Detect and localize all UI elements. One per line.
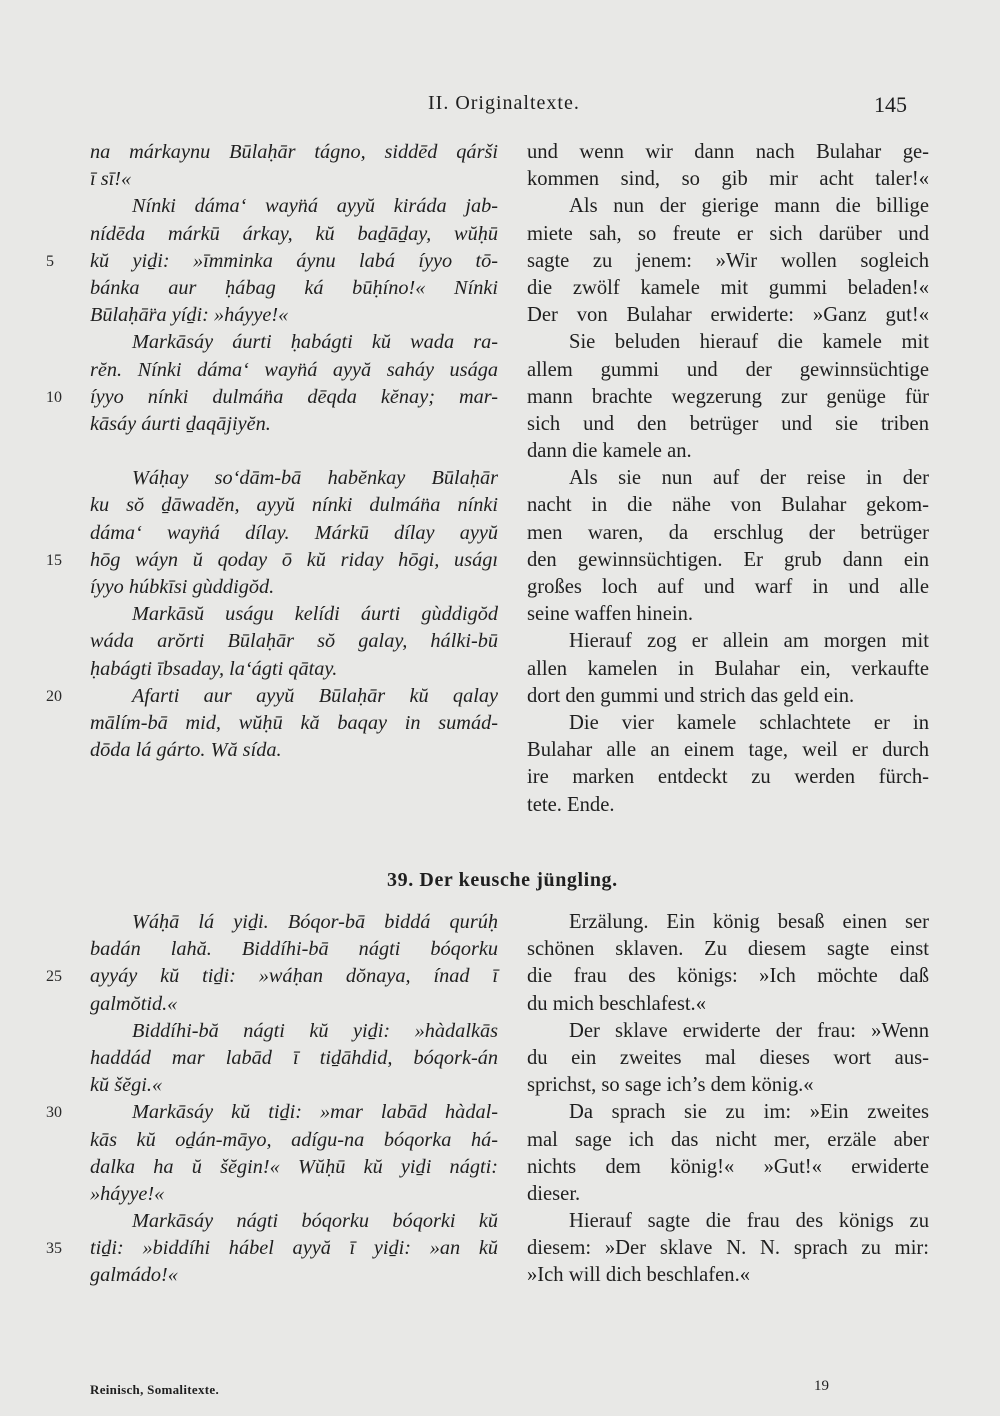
text-line	[90, 1045, 498, 1072]
text-line	[90, 166, 498, 193]
text-line	[527, 248, 929, 275]
line-text: allem gummi und der gewinnsüchtige	[527, 358, 929, 381]
section-heading: 39. Der keusche jüngling.	[387, 869, 618, 891]
text-line	[527, 221, 929, 248]
line-text: du ein zweites mal dieses wort aus-	[527, 1046, 929, 1069]
line-text: wáda arŏrti Būlaḥār sŏ galay, hálki-bū	[90, 630, 498, 653]
line-text: Afarti aur ayyŭ Būlaḥār kŭ qalay	[132, 684, 498, 707]
line-text: ire marken entdeckt zu werden fürch-	[527, 766, 929, 789]
text-line	[90, 411, 498, 438]
line-text: mal sage ich das nicht mer, erzäle aber	[527, 1128, 929, 1151]
line-text: und wenn wir dann nach Bulahar ge-	[527, 141, 929, 163]
text-line	[90, 1018, 498, 1045]
text-line	[90, 710, 498, 737]
text-line	[90, 1208, 498, 1235]
line-number: 5	[46, 252, 54, 270]
line-text: schönen sklaven. Zu diesem sagte einst	[527, 938, 929, 961]
line-text: Hierauf sagte die frau des königs zu	[569, 1210, 929, 1233]
text-line	[90, 275, 498, 302]
line-text: Markāsáy áurti ḥabágti kŭ wada ra-	[132, 331, 498, 354]
line-text: Der sklave erwiderte der frau: »Wenn	[569, 1019, 929, 1042]
line-text: Markāsáy kŭ tiḏi: »mar labād hàdal-	[132, 1101, 498, 1124]
line-text: »Ich will dich beschlafen.«	[527, 1264, 751, 1287]
line-text: Als sie nun auf der reise in der	[569, 467, 929, 490]
text-line	[527, 710, 929, 737]
german-translation-column	[527, 139, 929, 819]
line-text: du mich beschlafest.«	[527, 992, 706, 1015]
text-line	[527, 1208, 929, 1235]
text-line	[527, 1072, 929, 1099]
text-line	[46, 683, 498, 710]
text-line	[527, 302, 929, 329]
line-text: dann die kamele an.	[527, 440, 692, 463]
text-line	[90, 656, 498, 683]
line-text: miete sah, so freute er sich darüber und	[527, 222, 929, 245]
text-line	[90, 1154, 498, 1181]
line-text: Als nun der gierige mann die billige	[569, 195, 929, 218]
text-line	[90, 329, 498, 356]
text-line	[90, 737, 498, 764]
text-line	[527, 1181, 929, 1208]
text-line	[90, 465, 498, 492]
line-text: ayyáy kŭ tiḏi: »wáḥan dŏnaya, ínad ī	[90, 965, 498, 988]
line-text: tete. Ende.	[527, 793, 615, 816]
text-line	[527, 166, 929, 193]
text-line	[527, 683, 929, 710]
line-text: Markāsŭ uságu kelídi áurti gùddigŏd	[132, 603, 498, 626]
line-text: »háyye!«	[90, 1182, 165, 1205]
line-text: dōda lá gárto. Wă sída.	[90, 739, 282, 762]
text-line	[527, 1018, 929, 1045]
line-text: die frau des königs: »Ich möchte daß	[527, 965, 929, 988]
text-line	[90, 1181, 498, 1208]
text-line	[90, 221, 498, 248]
text-line	[527, 1045, 929, 1072]
text-line	[90, 357, 498, 384]
text-line	[527, 193, 929, 220]
text-line	[527, 1099, 929, 1126]
text-line	[527, 547, 929, 574]
text-line	[527, 656, 929, 683]
line-text: mālím-bā mid, wŭḥū kă baqay in sumád-	[90, 711, 498, 734]
text-line	[527, 764, 929, 791]
somali-text-column	[46, 139, 498, 764]
text-line	[90, 302, 498, 329]
line-text: ku sŏ ḏāwadĕn, ayyŭ nínki dulmán̈a nínki	[90, 494, 498, 517]
line-text: íyyo nínki dulmán̈a dēqda kĕnay; mar-	[90, 385, 498, 408]
line-text: nichts dem könig!« »Gut!« erwiderte	[527, 1155, 929, 1178]
line-text: Wáḥay so‘dām-bā habĕnkay Būlaḥār	[132, 467, 498, 490]
line-text: Nínki dáma‘ wayn̈á ayyŭ kiráda jab-	[132, 195, 498, 218]
line-number: 25	[46, 968, 62, 986]
text-line	[527, 574, 929, 601]
text-line	[46, 963, 498, 990]
line-number: 15	[46, 551, 62, 569]
text-line	[90, 628, 498, 655]
line-text: ī sī!«	[90, 168, 132, 191]
text-line	[527, 909, 929, 936]
line-text: kāsáy áurti ḏaqājiyĕn.	[90, 412, 271, 435]
line-number: 35	[46, 1240, 62, 1258]
line-number: 20	[46, 687, 62, 705]
line-text: mann brachte wegzerung zur genüge für	[527, 385, 929, 408]
line-text: seine waffen hinein.	[527, 603, 694, 626]
text-line	[527, 628, 929, 655]
text-line	[527, 963, 929, 990]
text-line	[527, 520, 929, 547]
line-text: dort den gummi und strich das geld ein.	[527, 684, 855, 707]
line-text: den gewinnsüchtigen. Er grub dann ein	[527, 548, 929, 571]
line-text: Erzälung. Ein könig besaß einen ser	[569, 911, 929, 933]
line-text: die zwölf kamele mit gummi beladen!«	[527, 276, 929, 299]
line-text: kommen sind, so gib mir acht taler!«	[527, 168, 929, 191]
text-line	[90, 936, 498, 963]
text-line	[90, 438, 498, 465]
line-number: 30	[46, 1104, 62, 1122]
text-line	[527, 601, 929, 628]
running-header	[0, 92, 1000, 122]
text-line	[527, 357, 929, 384]
text-line	[90, 1262, 498, 1289]
running-title: II. Originaltexte.	[428, 92, 580, 114]
somali-text-column-2	[46, 909, 498, 1290]
line-text: Der von Bulahar erwiderte: »Ganz gut!«	[527, 304, 929, 327]
text-line	[527, 792, 929, 819]
line-text: galmŏtid.«	[90, 992, 178, 1015]
text-line	[527, 1235, 929, 1262]
line-text: sich und den betrüger und sie triben	[527, 412, 929, 435]
line-text: ḥabágti ībsaday, la‘ágti qātay.	[90, 657, 338, 680]
line-text: Da sprach sie zu im: »Ein zweites	[569, 1101, 929, 1124]
text-line	[90, 1072, 498, 1099]
text-line	[527, 465, 929, 492]
line-text: tiḏi: »biddíhi hábel ayyă ī yiḏi: »an kŭ	[90, 1237, 498, 1260]
text-line	[90, 909, 498, 936]
line-text: rĕn. Nínki dáma‘ wayn̈á ayyă saháy usága	[90, 358, 498, 381]
line-text: Sie beluden hierauf die kamele mit	[569, 331, 929, 354]
text-line	[527, 737, 929, 764]
text-line	[90, 1127, 498, 1154]
signature-mark: Reinisch, Somalitexte.	[90, 1382, 220, 1397]
line-text: haddád mar labād ī tiḏāhdid, bóqork-án	[90, 1046, 498, 1069]
line-text: kās kŭ oḏán-māyo, adígu-na bóqorka há-	[90, 1128, 498, 1151]
text-line	[527, 275, 929, 302]
text-line	[527, 384, 929, 411]
line-text: sprichst, so sage ich’s dem könig.«	[527, 1074, 814, 1097]
text-line	[527, 936, 929, 963]
line-text: Die vier kamele schlachtete er in	[569, 711, 929, 734]
text-line	[90, 139, 498, 166]
line-text: dáma‘ wayn̈á dílay. Márkū dílay ayyŭ	[90, 521, 498, 544]
line-text: galmádo!«	[90, 1264, 178, 1287]
text-line	[46, 248, 498, 275]
text-line	[90, 601, 498, 628]
sheet-number: 19	[814, 1378, 829, 1394]
line-number: 10	[46, 388, 62, 406]
text-line	[527, 991, 929, 1018]
text-line	[46, 1235, 498, 1262]
page-number: 145	[874, 92, 907, 117]
text-line	[90, 520, 498, 547]
line-text: kŭ yiḏi: »īmminka áynu labá íyyo tō-	[90, 249, 498, 272]
line-text: sagte zu jenem: »Wir wollen sogleich	[527, 249, 929, 272]
line-text: allen kamelen in Bulahar ein, verkaufte	[527, 657, 929, 680]
text-line	[90, 574, 498, 601]
text-line	[46, 1099, 498, 1126]
text-line	[527, 1127, 929, 1154]
line-text: Būlaḥār̈a yíḏi: »háyye!«	[90, 304, 289, 327]
line-text: kŭ šĕgi.«	[90, 1074, 163, 1097]
text-line	[527, 438, 929, 465]
text-line	[90, 193, 498, 220]
line-text: nídēda márkū árkay, kŭ baḏāḏay, wŭḥū	[90, 222, 498, 245]
line-text: íyyo húbkīsi gùddigŏd.	[90, 576, 275, 598]
line-text: hōg wáyn ŭ qoday ō kŭ riday hōgi, uságı	[90, 548, 498, 571]
line-text: nacht in die nähe von Bulahar gekom-	[527, 494, 929, 517]
line-text: dalka ha ŭ šĕgin!« Wŭḥū kŭ yiḏi nágti:	[90, 1155, 498, 1178]
text-line	[527, 1262, 929, 1289]
text-line	[527, 411, 929, 438]
text-line	[90, 492, 498, 519]
line-text: diesem: »Der sklave N. N. sprach zu mir:	[527, 1237, 929, 1260]
text-line	[46, 384, 498, 411]
line-text: men waren, da erschlug der betrüger	[527, 521, 929, 544]
text-line	[527, 1154, 929, 1181]
line-text: großes loch auf und warf in und alle	[527, 576, 929, 598]
line-text: Hierauf zog er allein am morgen mit	[569, 630, 929, 653]
text-line	[46, 547, 498, 574]
text-line	[90, 991, 498, 1018]
line-text: Markāsáy nágti bóqorku bóqorki kŭ	[132, 1210, 498, 1233]
line-text: Bulahar alle an einem tage, weil er durch	[527, 739, 929, 762]
line-text: Wáḥā lá yiḏi. Bóqor-bā biddá qurúḥ	[132, 911, 498, 933]
line-text: bánka aur ḥábag ká būḥíno!« Nínki	[90, 276, 498, 299]
line-text: badán lahă. Biddíhi-bā nágti bóqorku	[90, 938, 498, 961]
line-text: na márkaynu Būlaḥār tágno, siddēd qárši	[90, 141, 498, 163]
line-text: dieser.	[527, 1182, 581, 1205]
text-line	[527, 329, 929, 356]
german-translation-column-2	[527, 909, 929, 1290]
text-line	[527, 139, 929, 166]
line-text: Biddíhi-bă nágti kŭ yiḏi: »hàdalkās	[132, 1019, 498, 1042]
text-line	[527, 492, 929, 519]
